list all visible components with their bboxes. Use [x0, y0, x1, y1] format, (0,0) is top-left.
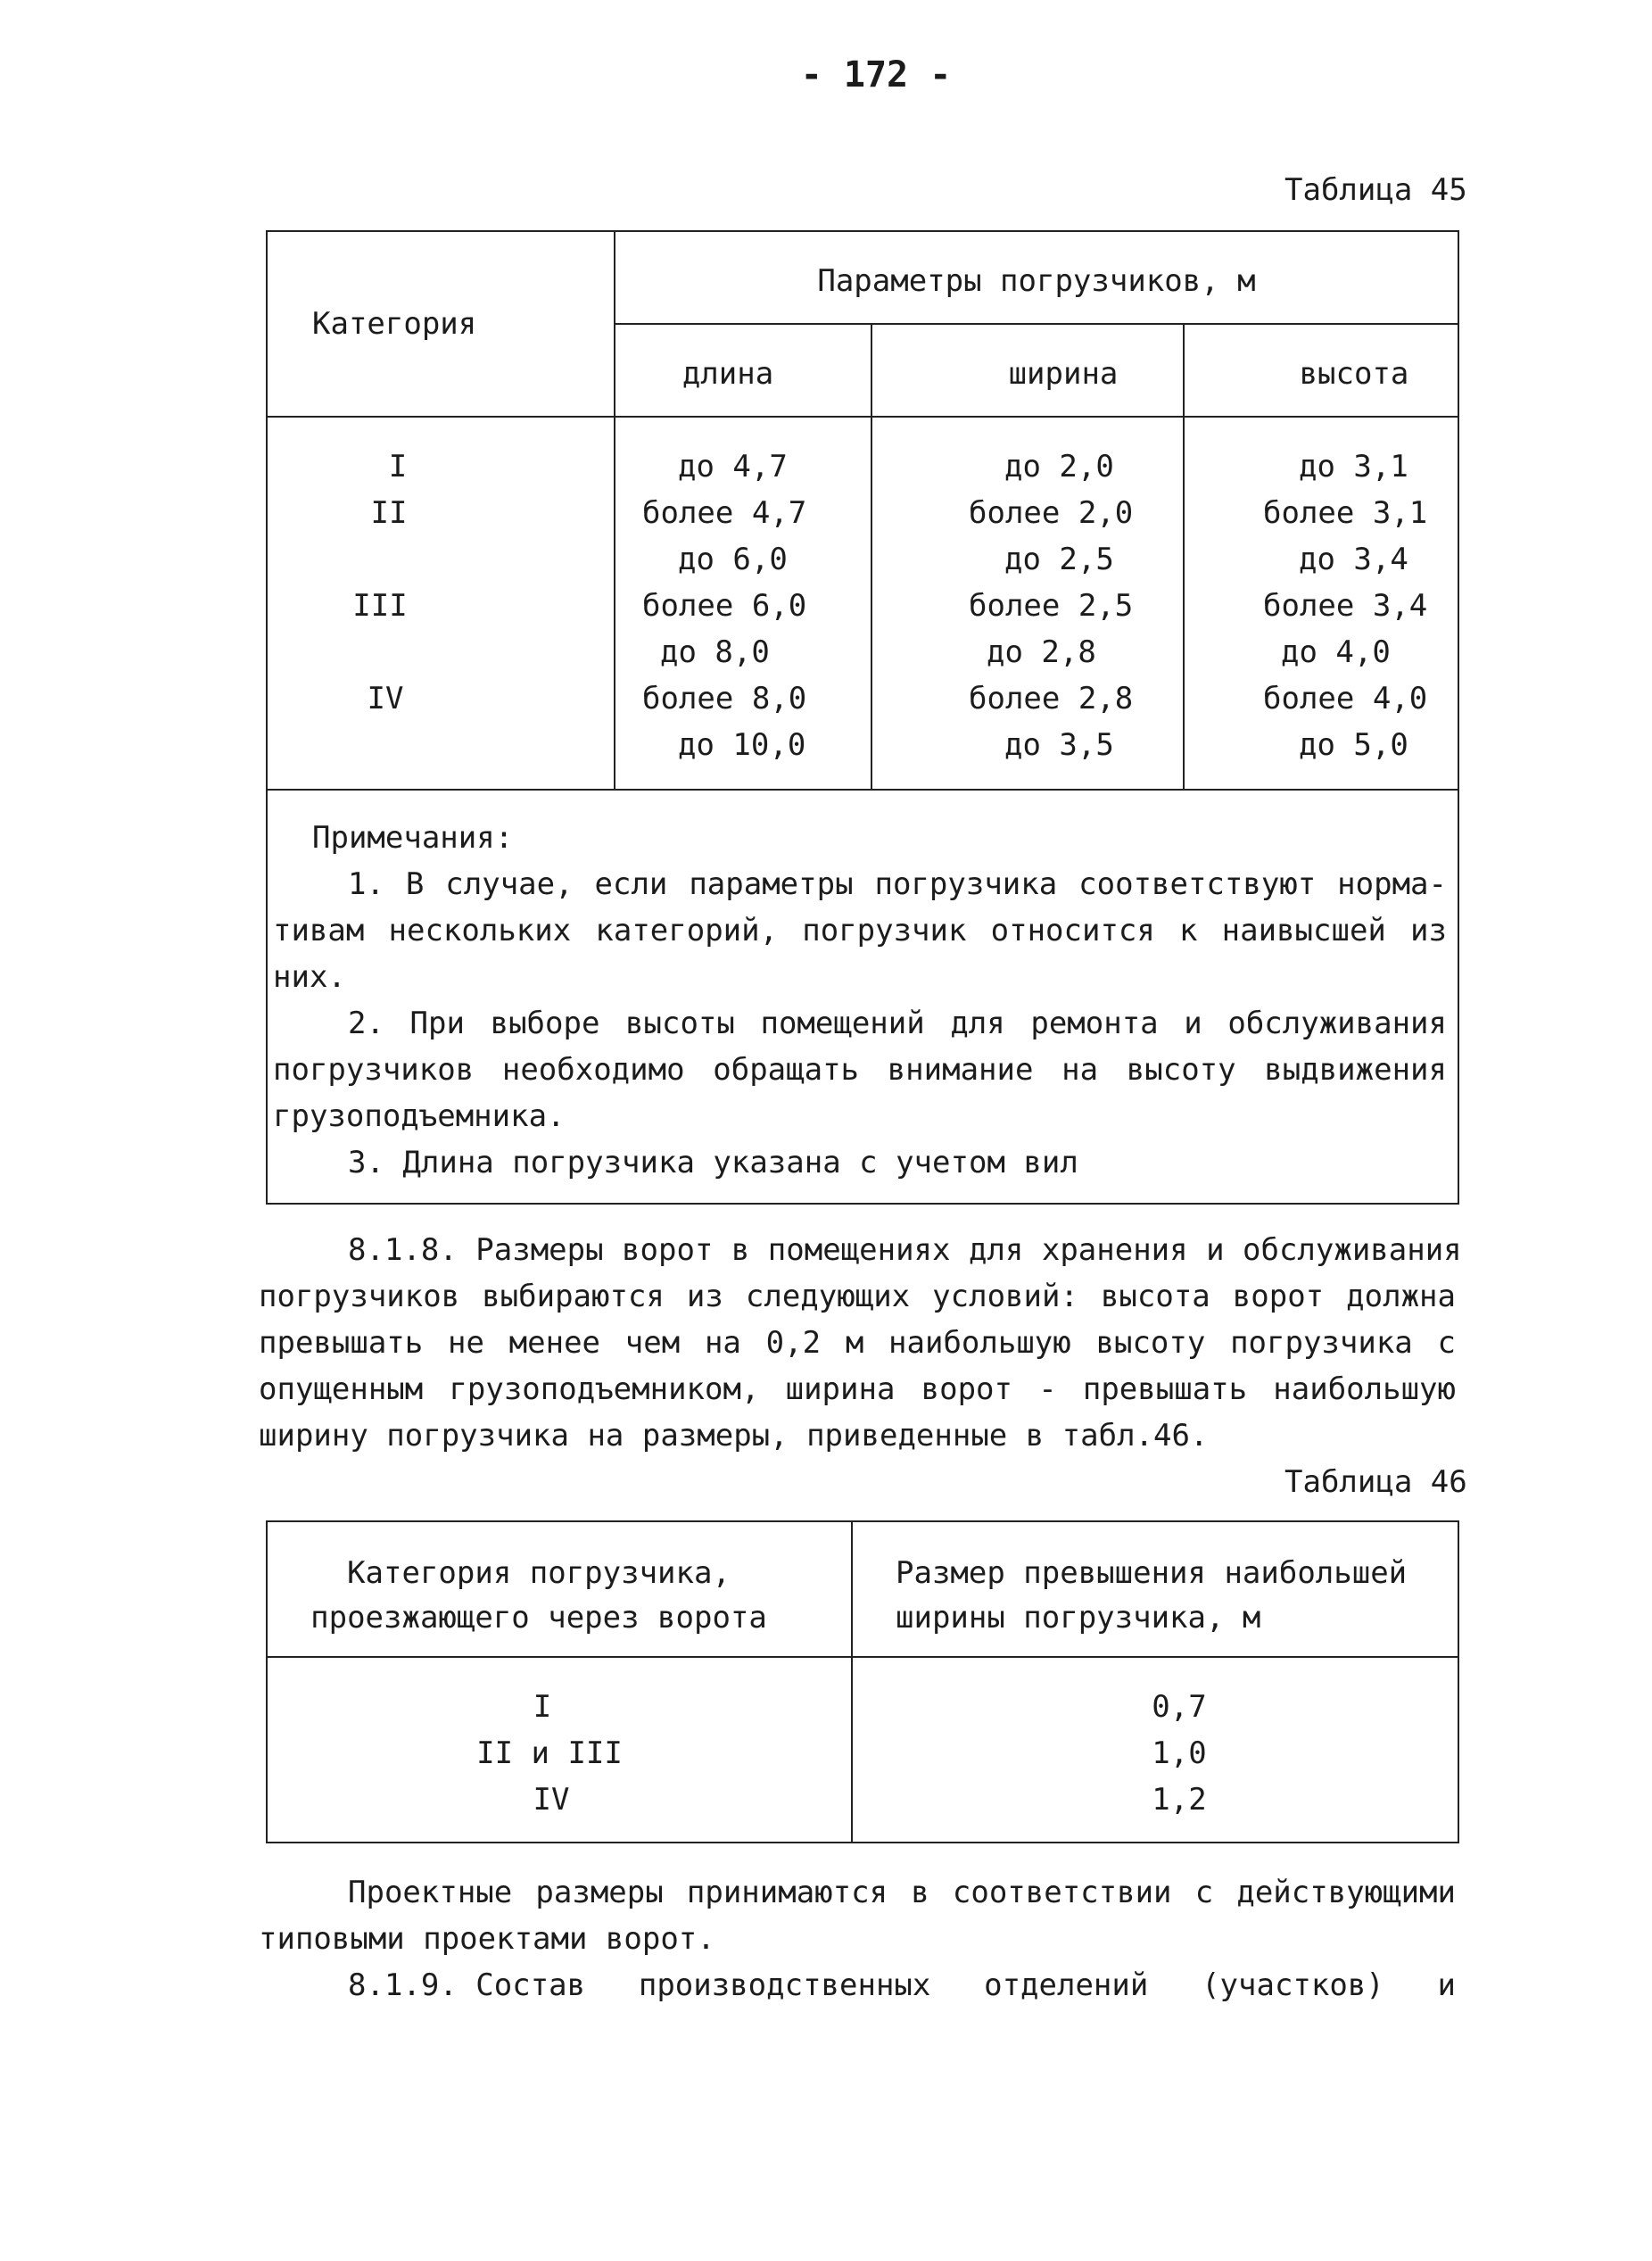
table-row-category: I: [388, 449, 408, 484]
table-45-bottom-border: [266, 1203, 1459, 1205]
note-line: погрузчиков необходимо обращать внимание на высоту выдвижения: [273, 1052, 1447, 1088]
table-cell-width: до 2,8: [987, 634, 1096, 670]
col-height-header: высота: [1299, 356, 1409, 392]
table-45-left-border: [266, 230, 268, 1205]
col-header-size: Размер превышения наибольшей: [896, 1555, 1408, 1591]
col-category-header: Категория: [312, 306, 477, 342]
group-header: Параметры погрузчиков, м: [817, 263, 1256, 299]
table-row-category: II: [370, 495, 408, 531]
table-46-left-border: [266, 1520, 268, 1843]
paragraph-line: Проектные размеры принимаются в соответствии с действующими: [348, 1875, 1456, 1910]
table-45-col-divider-3: [1183, 323, 1185, 791]
page-number: - 172 -: [800, 54, 952, 95]
table-45-col-divider-2: [871, 323, 872, 791]
notes-title: Примечания:: [312, 820, 514, 856]
table-46-header-divider: [266, 1656, 1459, 1658]
col-header-size: ширины погрузчика, м: [896, 1600, 1261, 1636]
table-cell-width: более 2,5: [969, 588, 1134, 624]
paragraph-word: и: [1437, 1967, 1456, 2003]
table-46-caption: Таблица 46: [1284, 1464, 1467, 1500]
table-cell-length: более 6,0: [642, 588, 807, 624]
table-46-top-border: [266, 1520, 1459, 1522]
table-45-right-border: [1458, 230, 1459, 1205]
table-45-top-border: [266, 230, 1459, 232]
table-cell-width: до 2,0: [1004, 449, 1114, 484]
table-cell-width: до 2,5: [1004, 542, 1114, 577]
table-46-bottom-border: [266, 1842, 1459, 1843]
paragraph-line: превышать не менее чем на 0,2 м наибольшую высоту погрузчика с: [259, 1325, 1456, 1361]
note-line: грузоподъемника.: [273, 1098, 566, 1134]
table-46-col-divider: [851, 1520, 853, 1843]
table-cell-width: более 2,0: [969, 495, 1134, 531]
table-cell-width: более 2,8: [969, 681, 1134, 716]
table-row-value: 1,0: [1152, 1735, 1207, 1771]
paragraph-word: 8.1.9. Состав: [348, 1967, 586, 2003]
table-cell-height: до 3,1: [1299, 449, 1408, 484]
table-cell-height: до 3,4: [1299, 542, 1408, 577]
note-line: них.: [273, 959, 346, 995]
table-cell-length: до 6,0: [678, 542, 788, 577]
table-cell-length: до 8,0: [660, 634, 770, 670]
table-cell-height: более 4,0: [1263, 681, 1428, 716]
note-line: 2. При выборе высоты помещений для ремонта и обслуживания: [348, 1006, 1447, 1041]
table-45-caption: Таблица 45: [1284, 172, 1467, 208]
table-row-category: IV: [367, 681, 404, 716]
paragraph-line: типовыми проектами ворот.: [259, 1921, 715, 1957]
table-45-group-divider: [614, 323, 1459, 325]
note-line: 1. В случае, если параметры погрузчика соответствуют норма-: [348, 866, 1447, 902]
paragraph-line: 8.1.8. Размеры ворот в помещениях для хранения и обслуживания: [348, 1232, 1462, 1268]
col-width-header: ширина: [1008, 356, 1119, 392]
table-46-right-border: [1458, 1520, 1459, 1843]
col-header-category: Категория погрузчика,: [347, 1555, 731, 1591]
table-cell-height: более 3,1: [1263, 495, 1428, 531]
table-row-category: II и III: [476, 1735, 623, 1771]
table-cell-height: до 4,0: [1281, 634, 1391, 670]
table-row-category: I: [533, 1689, 552, 1725]
table-cell-length: до 10,0: [678, 727, 806, 763]
table-cell-height: более 3,4: [1263, 588, 1428, 624]
paragraph-word: отделений: [984, 1967, 1149, 2003]
note-line: 3. Длина погрузчика указана с учетом вил: [348, 1145, 1078, 1180]
table-cell-length: до 4,7: [678, 449, 788, 484]
table-row-value: 0,7: [1152, 1689, 1207, 1725]
table-45-body-divider: [266, 789, 1459, 791]
table-45-col-divider-1: [614, 230, 615, 791]
col-header-category: проезжающего через ворота: [310, 1600, 767, 1636]
paragraph-line: ширину погрузчика на размеры, приведенные в табл.46.: [259, 1418, 1209, 1454]
table-cell-length: более 8,0: [642, 681, 807, 716]
table-cell-height: до 5,0: [1299, 727, 1408, 763]
table-row-category: IV: [533, 1782, 570, 1818]
paragraph-8-1-9: [348, 1967, 1456, 2003]
table-45-header-divider: [266, 416, 1459, 418]
paragraph-word: (участков): [1202, 1967, 1384, 2003]
col-length-header: длина: [681, 356, 774, 392]
note-line: тивам нескольких категорий, погрузчик относится к наивысшей из: [273, 913, 1447, 948]
table-cell-width: до 3,5: [1004, 727, 1114, 763]
paragraph-line: опущенным грузоподъемником, ширина ворот - превышать наибольшую: [259, 1371, 1456, 1407]
table-cell-length: более 4,7: [642, 495, 807, 531]
paragraph-word: производственных: [638, 1967, 931, 2003]
table-row-value: 1,2: [1152, 1782, 1207, 1818]
table-row-category: III: [352, 588, 408, 624]
paragraph-line: погрузчиков выбираются из следующих условий: высота ворот должна: [259, 1279, 1456, 1314]
